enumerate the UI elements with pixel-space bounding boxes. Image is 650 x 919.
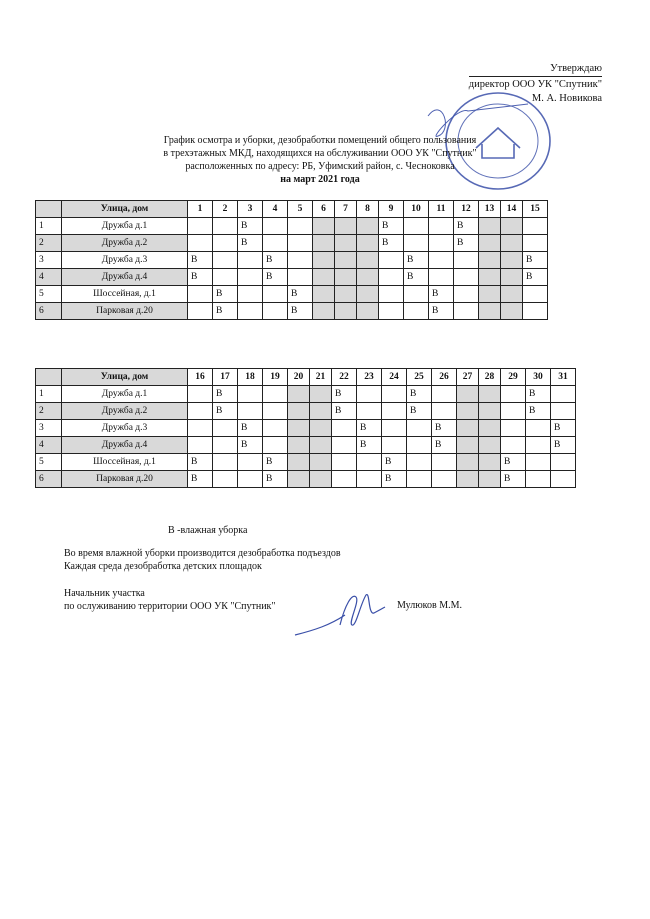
day-cell [263, 437, 288, 454]
day-cell [429, 218, 454, 235]
day-cell [335, 218, 357, 235]
day-cell [407, 437, 432, 454]
legend: В -влажная уборка [168, 525, 248, 536]
day-cell [310, 420, 332, 437]
row-number: 1 [36, 218, 62, 235]
day-cell [479, 437, 501, 454]
day-cell [479, 420, 501, 437]
header-day: 28 [479, 369, 501, 386]
day-cell [429, 235, 454, 252]
day-cell: В [501, 454, 526, 471]
day-cell: В [238, 437, 263, 454]
day-cell [551, 386, 576, 403]
day-cell [288, 386, 310, 403]
day-cell [432, 471, 457, 488]
header-day: 7 [335, 201, 357, 218]
row-number: 5 [36, 286, 62, 303]
day-cell: В [382, 471, 407, 488]
day-cell [523, 286, 548, 303]
day-cell [526, 471, 551, 488]
footer-signatory [64, 587, 276, 613]
day-cell [263, 386, 288, 403]
day-cell: В [523, 269, 548, 286]
day-cell [313, 218, 335, 235]
day-cell [454, 269, 479, 286]
schedule-table-2 [35, 368, 576, 488]
table-row [36, 471, 576, 488]
header-day: 14 [501, 201, 523, 218]
day-cell [310, 403, 332, 420]
row-number: 6 [36, 471, 62, 488]
day-cell [213, 454, 238, 471]
table-row [36, 235, 548, 252]
day-cell: В [263, 269, 288, 286]
day-cell: В [429, 286, 454, 303]
day-cell [501, 286, 523, 303]
day-cell [526, 454, 551, 471]
day-cell [313, 286, 335, 303]
day-cell: В [188, 252, 213, 269]
day-cell [404, 286, 429, 303]
day-cell: В [332, 386, 357, 403]
day-cell: В [238, 235, 263, 252]
day-cell [288, 235, 313, 252]
day-cell [479, 386, 501, 403]
table-header-row [36, 201, 548, 218]
day-cell: В [526, 403, 551, 420]
approval-line3: М. А. Новикова [531, 93, 602, 104]
day-cell [457, 420, 479, 437]
day-cell: В [501, 471, 526, 488]
day-cell [310, 386, 332, 403]
footer-role2: по ослуживанию территории ООО УК "Спутник" [64, 601, 276, 612]
day-cell [213, 235, 238, 252]
header-day: 12 [454, 201, 479, 218]
header-day: 9 [379, 201, 404, 218]
header-day: 21 [310, 369, 332, 386]
day-cell [501, 269, 523, 286]
header-day: 3 [238, 201, 263, 218]
day-cell [313, 303, 335, 320]
day-cell [238, 303, 263, 320]
header-day: 13 [479, 201, 501, 218]
day-cell [357, 403, 382, 420]
approval-line2: директор ООО УК "Спутник" [469, 76, 602, 92]
table-row [36, 403, 576, 420]
table-row [36, 420, 576, 437]
day-cell [501, 420, 526, 437]
day-cell [335, 269, 357, 286]
day-cell [501, 437, 526, 454]
day-cell [357, 269, 379, 286]
day-cell [551, 403, 576, 420]
row-street: Дружба д.4 [62, 269, 188, 286]
day-cell: В [526, 386, 551, 403]
day-cell [432, 454, 457, 471]
day-cell [263, 286, 288, 303]
header-day: 23 [357, 369, 382, 386]
day-cell [357, 252, 379, 269]
title-line4: на март 2021 года [280, 174, 360, 185]
day-cell [526, 420, 551, 437]
day-cell: В [238, 420, 263, 437]
day-cell [213, 420, 238, 437]
day-cell [479, 403, 501, 420]
day-cell [335, 303, 357, 320]
row-street: Парковая д.20 [62, 303, 188, 320]
day-cell [479, 454, 501, 471]
day-cell [457, 454, 479, 471]
signature-image [290, 585, 390, 645]
day-cell [188, 420, 213, 437]
day-cell: В [379, 235, 404, 252]
day-cell [379, 303, 404, 320]
row-street: Шоссейная, д.1 [62, 454, 188, 471]
day-cell [379, 252, 404, 269]
day-cell [357, 386, 382, 403]
day-cell [432, 403, 457, 420]
day-cell: В [357, 420, 382, 437]
day-cell [288, 218, 313, 235]
header-day: 11 [429, 201, 454, 218]
footer-name: Мулюков М.М. [397, 600, 463, 611]
day-cell [213, 252, 238, 269]
header-day: 24 [382, 369, 407, 386]
schedule-table-1 [35, 200, 548, 320]
day-cell [188, 437, 213, 454]
day-cell [213, 471, 238, 488]
row-street: Дружба д.2 [62, 403, 188, 420]
header-day: 20 [288, 369, 310, 386]
header-street: Улица, дом [62, 201, 188, 218]
header-day: 1 [188, 201, 213, 218]
day-cell [357, 286, 379, 303]
table-row [36, 454, 576, 471]
day-cell [357, 471, 382, 488]
day-cell [238, 252, 263, 269]
day-cell [479, 252, 501, 269]
day-cell [479, 303, 501, 320]
header-day: 2 [213, 201, 238, 218]
day-cell [501, 403, 526, 420]
day-cell [188, 286, 213, 303]
day-cell [263, 218, 288, 235]
day-cell [357, 235, 379, 252]
day-cell [479, 269, 501, 286]
day-cell [332, 437, 357, 454]
day-cell [457, 403, 479, 420]
day-cell [479, 286, 501, 303]
title-line1: График осмотра и уборки, дезобработки помещений общего пользования [163, 135, 477, 146]
day-cell [429, 269, 454, 286]
header-day: 8 [357, 201, 379, 218]
row-number: 1 [36, 386, 62, 403]
day-cell [523, 218, 548, 235]
day-cell [404, 235, 429, 252]
table-row [36, 252, 548, 269]
note-line1: Во время влажной уборки производится дезобработка подъездов [64, 548, 341, 559]
day-cell [238, 269, 263, 286]
day-cell [526, 437, 551, 454]
day-cell [188, 235, 213, 252]
day-cell [429, 252, 454, 269]
day-cell [288, 269, 313, 286]
day-cell [357, 303, 379, 320]
day-cell: В [332, 403, 357, 420]
day-cell [213, 437, 238, 454]
day-cell [288, 471, 310, 488]
day-cell [188, 403, 213, 420]
header-day: 16 [188, 369, 213, 386]
day-cell [238, 386, 263, 403]
table-row [36, 437, 576, 454]
day-cell: В [188, 471, 213, 488]
row-number: 3 [36, 420, 62, 437]
document-title [120, 134, 520, 186]
day-cell: В [382, 454, 407, 471]
day-cell [188, 303, 213, 320]
day-cell: В [432, 437, 457, 454]
day-cell [238, 286, 263, 303]
day-cell: В [404, 269, 429, 286]
day-cell [288, 454, 310, 471]
row-street: Дружба д.1 [62, 218, 188, 235]
day-cell [288, 252, 313, 269]
day-cell: В [288, 286, 313, 303]
day-cell [523, 303, 548, 320]
day-cell [357, 454, 382, 471]
day-cell [263, 303, 288, 320]
day-cell [501, 252, 523, 269]
day-cell: В [263, 471, 288, 488]
day-cell [501, 235, 523, 252]
day-cell: В [263, 454, 288, 471]
day-cell [288, 420, 310, 437]
day-cell: В [429, 303, 454, 320]
day-cell: В [523, 252, 548, 269]
day-cell [382, 403, 407, 420]
note-line2: Каждая среда дезобработка детских площадок [64, 561, 262, 572]
row-number: 4 [36, 437, 62, 454]
day-cell [501, 303, 523, 320]
day-cell [263, 235, 288, 252]
day-cell [238, 471, 263, 488]
row-number: 5 [36, 454, 62, 471]
day-cell: В [454, 235, 479, 252]
day-cell [335, 235, 357, 252]
day-cell [188, 386, 213, 403]
day-cell: В [407, 403, 432, 420]
day-cell: В [188, 269, 213, 286]
day-cell [357, 218, 379, 235]
day-cell: В [551, 437, 576, 454]
table-row [36, 218, 548, 235]
day-cell: В [288, 303, 313, 320]
day-cell: В [407, 386, 432, 403]
row-number: 3 [36, 252, 62, 269]
day-cell: В [213, 386, 238, 403]
day-cell: В [454, 218, 479, 235]
header-day: 10 [404, 201, 429, 218]
day-cell: В [213, 286, 238, 303]
day-cell [454, 303, 479, 320]
row-street: Дружба д.4 [62, 437, 188, 454]
header-day: 6 [313, 201, 335, 218]
row-street: Дружба д.2 [62, 235, 188, 252]
table-header-row [36, 369, 576, 386]
header-day: 5 [288, 201, 313, 218]
day-cell: В [238, 218, 263, 235]
header-day: 25 [407, 369, 432, 386]
header-day: 15 [523, 201, 548, 218]
day-cell [263, 420, 288, 437]
day-cell: В [188, 454, 213, 471]
day-cell [213, 269, 238, 286]
day-cell [382, 386, 407, 403]
row-street: Дружба д.1 [62, 386, 188, 403]
header-day: 31 [551, 369, 576, 386]
day-cell [188, 218, 213, 235]
header-day: 19 [263, 369, 288, 386]
day-cell [288, 437, 310, 454]
day-cell [407, 471, 432, 488]
day-cell [335, 286, 357, 303]
day-cell: В [357, 437, 382, 454]
day-cell: В [263, 252, 288, 269]
day-cell [310, 437, 332, 454]
header-day: 26 [432, 369, 457, 386]
header-day: 27 [457, 369, 479, 386]
day-cell [332, 454, 357, 471]
day-cell [551, 471, 576, 488]
table-row [36, 303, 548, 320]
header-day: 18 [238, 369, 263, 386]
day-cell [454, 286, 479, 303]
notes [64, 547, 341, 573]
row-number: 6 [36, 303, 62, 320]
day-cell [310, 471, 332, 488]
day-cell [263, 403, 288, 420]
day-cell [551, 454, 576, 471]
table-row [36, 386, 576, 403]
title-line2: в трехэтажных МКД, находящихся на обслуживании ООО УК "Спутник" [163, 148, 477, 159]
day-cell [332, 471, 357, 488]
day-cell [501, 386, 526, 403]
day-cell [501, 218, 523, 235]
title-line3: расположенных по адресу: РБ, Уфимский район, с. Чесноковка [185, 161, 455, 172]
day-cell [335, 252, 357, 269]
day-cell [213, 218, 238, 235]
day-cell [313, 252, 335, 269]
day-cell: В [404, 252, 429, 269]
row-street: Дружба д.3 [62, 420, 188, 437]
row-number: 4 [36, 269, 62, 286]
day-cell [404, 303, 429, 320]
day-cell [457, 386, 479, 403]
day-cell: В [432, 420, 457, 437]
day-cell [407, 420, 432, 437]
day-cell [332, 420, 357, 437]
day-cell [379, 286, 404, 303]
day-cell [313, 269, 335, 286]
day-cell [238, 454, 263, 471]
footer-role1: Начальник участка [64, 588, 145, 599]
header-day: 30 [526, 369, 551, 386]
day-cell [379, 269, 404, 286]
header-day: 17 [213, 369, 238, 386]
header-num [36, 369, 62, 386]
table-row [36, 269, 548, 286]
day-cell: В [379, 218, 404, 235]
day-cell [310, 454, 332, 471]
day-cell: В [213, 303, 238, 320]
day-cell [523, 235, 548, 252]
header-street: Улица, дом [62, 369, 188, 386]
day-cell [238, 403, 263, 420]
row-street: Парковая д.20 [62, 471, 188, 488]
day-cell: В [551, 420, 576, 437]
day-cell [407, 454, 432, 471]
day-cell [479, 471, 501, 488]
day-cell [404, 218, 429, 235]
table-row [36, 286, 548, 303]
day-cell [288, 403, 310, 420]
day-cell [479, 235, 501, 252]
day-cell [382, 420, 407, 437]
row-number: 2 [36, 235, 62, 252]
day-cell [457, 437, 479, 454]
day-cell: В [213, 403, 238, 420]
day-cell [479, 218, 501, 235]
row-street: Дружба д.3 [62, 252, 188, 269]
row-street: Шоссейная, д.1 [62, 286, 188, 303]
approval-line1: Утверждаю [550, 63, 602, 74]
day-cell [313, 235, 335, 252]
header-day: 29 [501, 369, 526, 386]
header-day: 4 [263, 201, 288, 218]
row-number: 2 [36, 403, 62, 420]
day-cell [454, 252, 479, 269]
header-day: 22 [332, 369, 357, 386]
day-cell [432, 386, 457, 403]
day-cell [382, 437, 407, 454]
header-num [36, 201, 62, 218]
day-cell [457, 471, 479, 488]
